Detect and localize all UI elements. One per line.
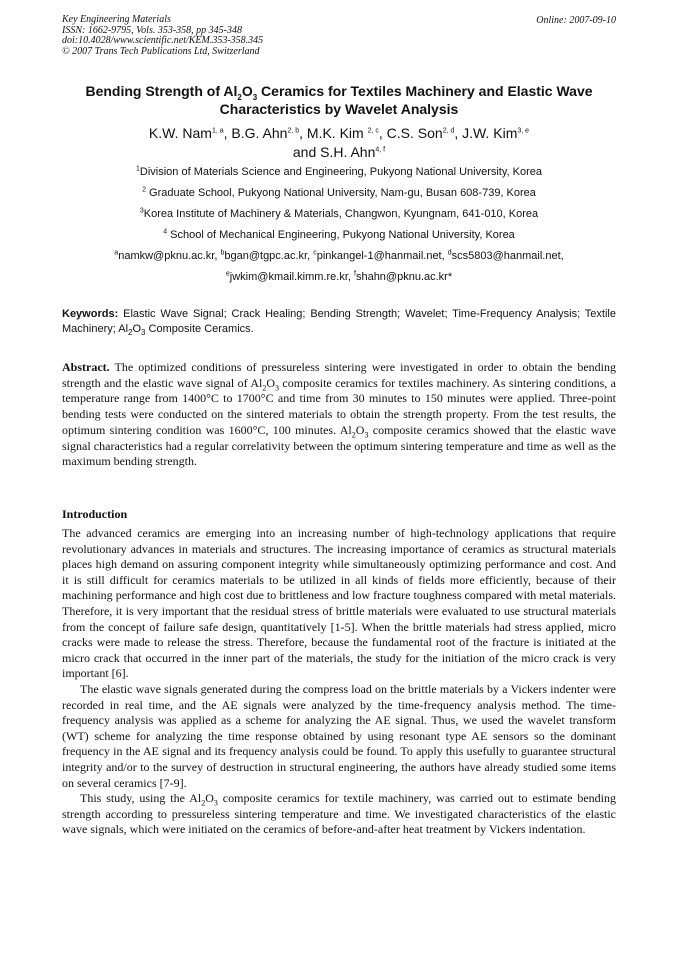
introduction-body <box>62 526 616 838</box>
abstract-section: Abstract. The optimized conditions of pressureless sintering were investigated in order to obtain the bending strength and the elastic wave signal of $Al_2O_3$ composite ceramics for textiles machinery. As sintering conditions, a temperature range from 1400°C to 1700°C and time from 30 minutes to 150 minutes were applied. Three-point bending tests were conducted on the sintered materials to obtain the strength property. From the test results, the optimum sintering condition was 1600°C, 100 minutes. $Al_2O_3$ composite ceramics showed that the elastic wave signal characteristics had a regular correlativity between the optimum sintering temperature and time as well as the maximum bending strength. <box>62 360 616 469</box>
intro-paragraph-1: The advanced ceramics are emerging into an increasing number of high-technology applications that require revolutionary advances in materials and structures. The increasing importance of ceramics as structural materials places high demand on assuring component integrity while simultaneously optimizing performance and cost. And it is still difficult for ceramics materials to be utilized in all kinds of fields more efficiently, because of their machining performance and high cost due to brittleness and low fracture toughness compared with metal materials. Therefore, it is very important that the residual stress of brittle materials were evaluated to use structural materials from the concept of failure safe design, quantitatively [1-5]. When the brittle materials had stress applied, micro cracks were made to release the stress. Therefore, because the fundamental root of the fracture is initiated at the micro crack that occurred in the inner part of the materials, the study for the initiation of the micro crack is very important [6]. <box>62 526 616 681</box>
email-line-1: $^a$namkw@pknu.ac.kr, $^b$bgan@tgpc.ac.kr, $^c$pinkangel-1@hanmail.net, $^d$scs5803@hanmail.net, <box>114 249 564 262</box>
email-line-2: $^e$jwkim@kmail.kimm.re.kr, $^f$shahn@pknu.ac.kr* <box>225 270 453 283</box>
affiliation-list <box>62 165 616 291</box>
email-f[interactable]: shahn@pknu.ac.kr* <box>355 271 453 283</box>
affiliation-3: $^3$Korea Institute of Machinery & Materials, Changwon, Kyungnam, 641-010, Korea <box>139 207 539 220</box>
keywords-section: Keywords: Elastic Wave Signal; Crack Healing; Bending Strength; Wavelet; Time-Frequency Analysis; Textile Machinery; $Al_2O_3$ Composite Ceramics. <box>62 308 616 338</box>
issn-line: ISSN: 1662-9795, Vols. 353-358, pp 345-348 <box>62 24 242 36</box>
intro-paragraph-2: The elastic wave signals generated during the compress load on the brittle materials by a Vickers indenter were recorded in real time, and the AE signals were analyzed by the time-frequency analysis method. The time-frequency analysis was applied as a scheme for analyzing the AE signal. Thus, we used the wavelet transform (WT) scheme for analyzing the time response obtained by using resonant type AE sensors so the dominant frequency in the AE signal and its frequency analysis could be found. To apply this usefully to guarantee structural integrity and/or to the survey of destruction in structural engineering, the authors have already studied some items on several ceramics [7-9]. <box>62 681 616 790</box>
copyright-line: © 2007 Trans Tech Publications Ltd, Switzerland <box>62 45 260 57</box>
email-a[interactable]: namkw@pknu.ac.kr, <box>118 250 221 262</box>
keywords-label: Keywords: <box>62 308 119 320</box>
online-date: Online: 2007-09-10 <box>536 15 616 26</box>
affiliation-2: $^2$ Graduate School, Pukyong National University, Nam-gu, Busan 608-739, Korea <box>142 186 536 199</box>
paper-title: Bending Strength of $Al_2O_3$ Ceramics for Textiles Machinery and Elastic Wave Characteristics by Wavelet Analysis <box>85 83 593 117</box>
email-e[interactable]: jwkim@kmail.kimm.re.kr, <box>229 271 354 283</box>
doi-line: doi:10.4028/www.scientific.net/KEM.353-358.345 <box>62 35 264 46</box>
email-c[interactable]: pinkangel-1@hanmail.net, <box>316 250 448 262</box>
journal-name: Key Engineering Materials <box>62 14 171 25</box>
abstract-label: Abstract. <box>62 360 110 374</box>
intro-paragraph-3: This study, using the $Al_2O_3$ composite ceramics for textile machinery, was carried out to estimate bending strength according to pressureless sintering temperature and time. We investigated characteristics of the elastic wave signals, which were initiated on the ceramics of before-and-after heat treatment by Vickers indentation. <box>62 791 617 837</box>
journal-header <box>62 15 263 57</box>
affiliation-1: $^1$Division of Materials Science and Engineering, Pukyong National University, Korea <box>135 165 543 178</box>
author-list: K.W. Nam$^{1, a}$, B.G. Ahn$^{2, b}$, M.K. Kim $^{2, c}$, C.S. Son$^{2, d}$, J.W. Kim$^{3, e}$ and S.H. Ahn$^{4, f}$ <box>148 125 530 160</box>
introduction-heading: Introduction <box>62 507 128 521</box>
email-d[interactable]: scs5803@hanmail.net, <box>451 250 564 262</box>
affiliation-4: $^4$ School of Mechanical Engineering, Pukyong National University, Korea <box>163 228 515 241</box>
email-b[interactable]: bgan@tgpc.ac.kr, <box>224 250 314 262</box>
